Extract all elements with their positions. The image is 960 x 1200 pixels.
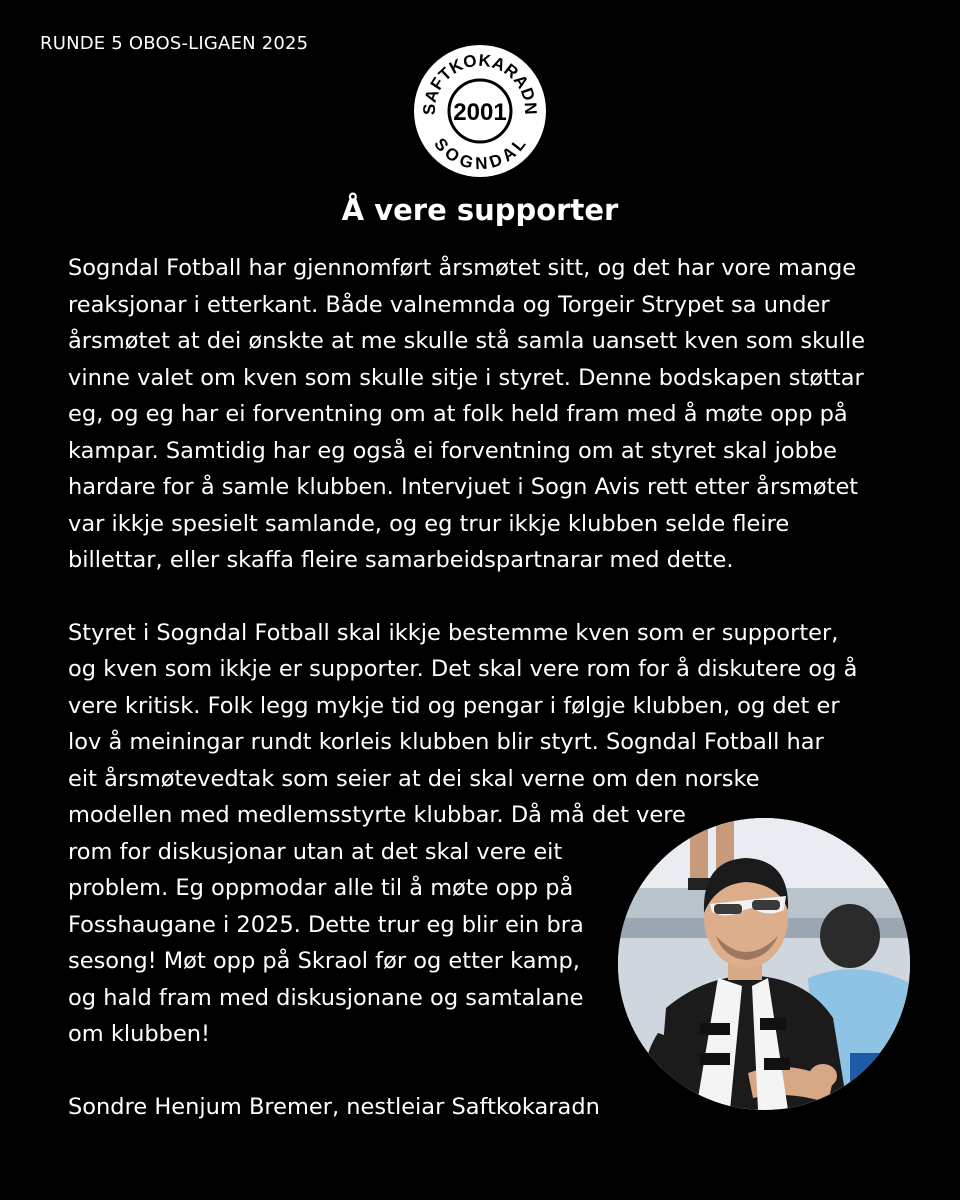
paragraph-line: Fosshaugane i 2025. Dette trur eg blir ein bra xyxy=(68,911,584,938)
paragraph-line: problem. Eg oppmodar alle til å møte opp på xyxy=(68,875,574,901)
paragraph-line: modellen med medlemsstyrte klubbar. Då må det vere xyxy=(68,802,686,828)
paragraph-line: sesong! Møt opp på Skraol før og etter kamp, xyxy=(68,948,580,974)
paragraph-line: om klubben! xyxy=(68,1021,211,1047)
saftkokaradn-logo xyxy=(413,44,547,178)
author-photo-illustration xyxy=(618,818,910,1110)
paragraph-line: reaksjonar i etterkant. Både valnemnda og Torgeir Strypet sa under xyxy=(68,291,830,318)
paragraph-line: billettar, eller skaffa fleire samarbeidspartnarar med dette. xyxy=(68,547,734,573)
round-label: RUNDE 5 OBOS-LIGAEN 2025 xyxy=(40,33,309,54)
paragraph-line: årsmøtet at dei ønskte at me skulle stå samla uansett kven som skulle xyxy=(68,328,866,354)
author-signature: Sondre Henjum Bremer, nestleiar Saftkokaradn xyxy=(68,1093,600,1120)
paragraph-line: var ikkje spesielt samlande, og eg trur ikkje klubben selde fleire xyxy=(68,510,790,537)
paragraph-line: kampar. Samtidig har eg også ei forventning om at styret skal jobbe xyxy=(68,437,837,464)
author-photo xyxy=(618,818,910,1110)
logo-year: 2001 xyxy=(453,99,507,126)
logo-bottom-text: SOGNDAL xyxy=(430,134,530,174)
paragraph-line: vinne valet om kven som skulle sitje i styret. Denne bodskapen støttar xyxy=(68,364,864,391)
paragraph-line: lov å meiningar rundt korleis klubben blir styrt. Sogndal Fotball har xyxy=(68,729,824,755)
logo-emblem xyxy=(413,44,547,178)
article-title: Å vere supporter xyxy=(341,193,619,227)
logo-top-text: SAFTKOKARADN xyxy=(419,50,541,116)
paragraph-line: rom for diskusjonar utan at det skal vere eit xyxy=(68,838,563,865)
paragraph-1 xyxy=(68,250,928,579)
paragraph-line: eg, og eg har ei forventning om at folk held fram med å møte opp på xyxy=(68,401,848,427)
paragraph-line: vere kritisk. Folk legg mykje tid og pengar i følgje klubben, og det er xyxy=(68,692,840,719)
paragraph-line: eit årsmøtevedtak som seier at dei skal verne om den norske xyxy=(68,765,760,792)
paragraph-line: hardare for å samle klubben. Intervjuet i Sogn Avis rett etter årsmøtet xyxy=(68,474,859,500)
paragraph-line: og kven som ikkje er supporter. Det skal vere rom for å diskutere og å xyxy=(68,656,858,682)
paragraph-line: Sogndal Fotball har gjennomført årsmøtet sitt, og det har vore mange xyxy=(68,255,857,281)
paragraph-line: og hald fram med diskusjonane og samtalane xyxy=(68,984,584,1011)
paragraph-line: Styret i Sogndal Fotball skal ikkje bestemme kven som er supporter, xyxy=(68,619,839,646)
